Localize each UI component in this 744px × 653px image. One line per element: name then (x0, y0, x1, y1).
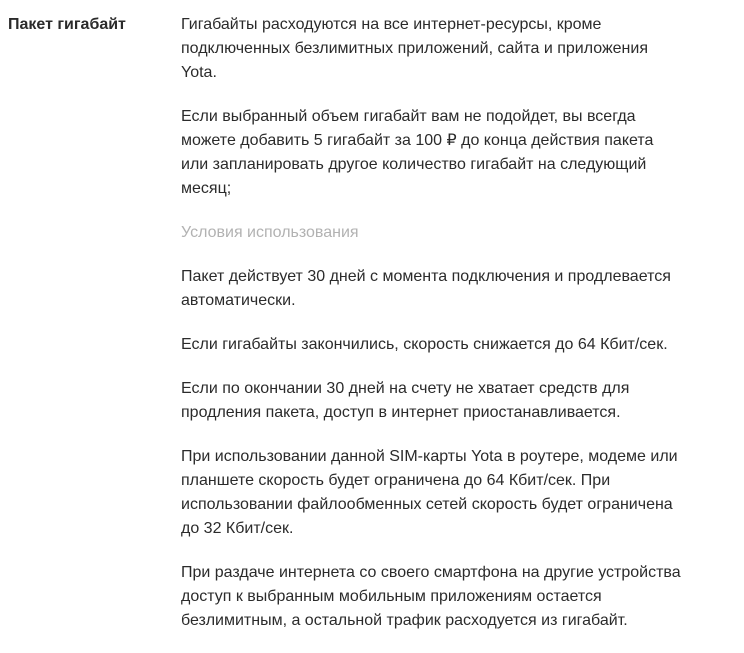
paragraph-add-gigabytes: Если выбранный объем гигабайт вам не подойдет, вы всегда можете добавить 5 гигабайт за 100 ₽ до конца действия пакета или запланировать другое количество гигабайт на следующий месяц; (181, 108, 654, 197)
paragraph-package-duration: Пакет действует 30 дней с момента подключения и продлевается автоматически. (181, 268, 671, 309)
paragraph-sim-in-router: При использовании данной SIM-карты Yota в роутере, модеме или планшете скорость будет ограничена до 64 Кбит/сек. При использовании файлообменных сетей скорость будет ограничена до 32 Кбит/сек. (181, 448, 678, 537)
term-column (0, 13, 181, 653)
paragraph-speed-reduction: Если гигабайты закончились, скорость снижается до 64 Кбит/сек. (181, 336, 668, 353)
paragraph-gigabytes-usage: Гигабайты расходуются на все интернет-ресурсы, кроме подключенных безлимитных приложений, сайта и приложения Yota. (181, 16, 648, 81)
paragraph-tethering: При раздаче интернета со своего смартфона на другие устройства доступ к выбранным мобильным приложениям остается безлимитным, а остальной трафик расходуется из гигабайт. (181, 564, 681, 629)
description-column (181, 13, 705, 653)
paragraph-insufficient-funds: Если по окончании 30 дней на счету не хватает средств для продления пакета, доступ в интернет приостанавливается. (181, 380, 630, 421)
term-label: Пакет гигабайт (8, 16, 126, 33)
usage-terms-subheading: Условия использования (181, 224, 359, 241)
